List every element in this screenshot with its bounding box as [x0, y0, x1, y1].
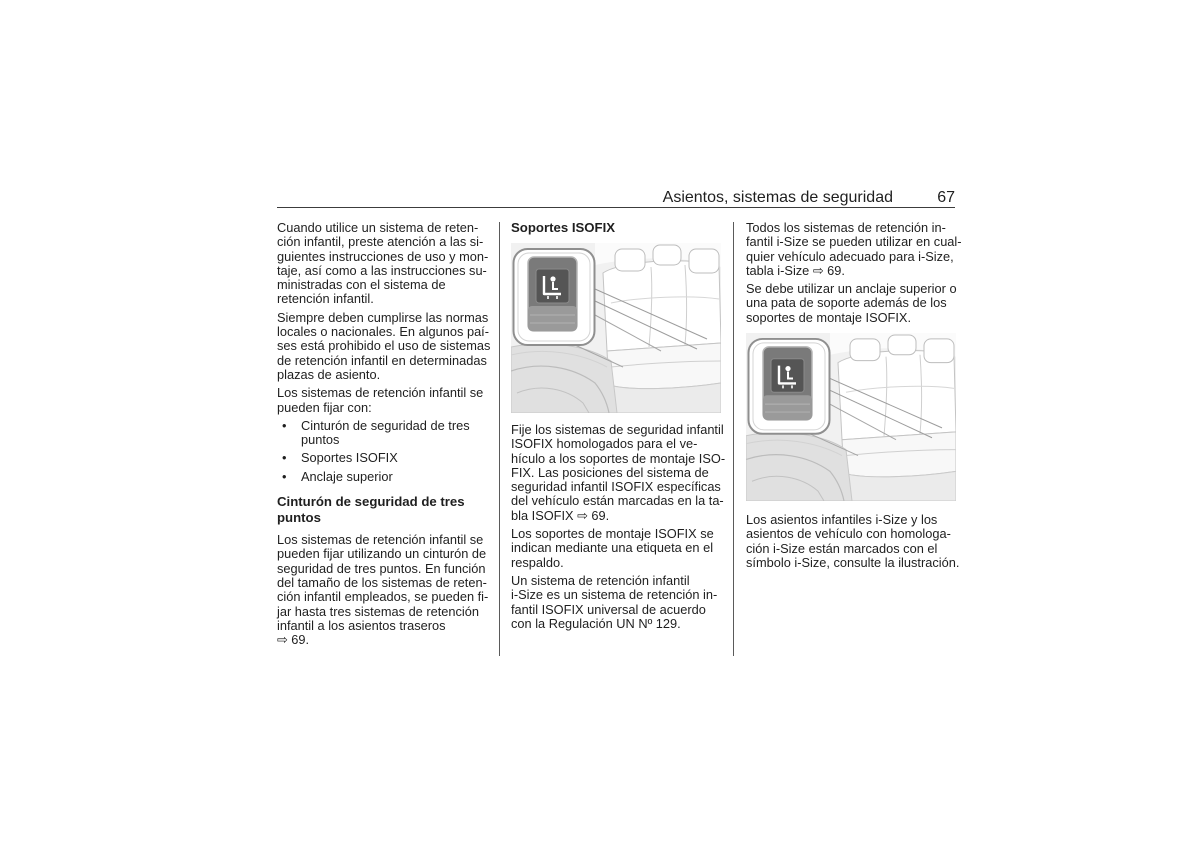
- text-line: ses está prohibido el uso de sistemas: [277, 338, 491, 354]
- mounting-options-intro: [277, 386, 489, 415]
- column-divider: [733, 222, 734, 656]
- text-line: seguridad infantil ISOFIX específicas: [511, 479, 721, 495]
- three-point-belt-heading: [277, 494, 489, 526]
- column-right: [746, 220, 962, 574]
- i-size-definition-paragraph: [511, 574, 723, 631]
- text-line: ción infantil empleados, se pueden fi-: [277, 589, 489, 605]
- text-line: infantil a los asientos traseros: [277, 617, 446, 633]
- text-line: hículo a los soportes de montaje ISO-: [511, 450, 726, 466]
- isofix-anchor-illustration: [511, 243, 721, 413]
- intro-paragraph: [277, 221, 489, 307]
- text-line: Fije los sistemas de seguridad infantil: [511, 422, 724, 437]
- three-point-belt-paragraph: [277, 533, 489, 647]
- heading-line: puntos: [277, 510, 321, 526]
- mounting-options-list: [277, 419, 489, 484]
- bullet-item: [277, 451, 489, 465]
- isofix-mounting-paragraph: [511, 422, 726, 523]
- regulations-paragraph: [277, 311, 489, 382]
- bullet-item: [277, 470, 489, 484]
- text-line: tabla i-Size ⇨ 69.: [746, 262, 845, 278]
- text-line: Soportes ISOFIX: [301, 450, 398, 466]
- text-line: de retención infantil en determinadas: [277, 352, 487, 368]
- isofix-label-paragraph: [511, 527, 723, 570]
- text-line: respaldo.: [511, 554, 564, 570]
- bullet-item: [277, 419, 489, 448]
- column-divider: [499, 222, 500, 656]
- i-size-usage-paragraph: [746, 220, 962, 278]
- top-tether-paragraph: [746, 282, 958, 325]
- text-line: Siempre deben cumplirse las normas: [277, 309, 489, 325]
- text-line: símbolo i-Size, consulte la ilustración.: [746, 554, 960, 570]
- text-line: locales o nacionales. En algunos paí-: [277, 324, 489, 340]
- bullet-marker: •: [282, 450, 287, 466]
- text-line: seguridad de tres puntos. En función: [277, 560, 486, 576]
- text-line: fantil ISOFIX universal de acuerdo: [511, 601, 706, 617]
- text-line: del vehículo están marcadas en la ta-: [511, 493, 724, 509]
- i-size-seat-illustration: [746, 333, 956, 501]
- text-line: Los soportes de montaje ISOFIX se: [511, 526, 714, 542]
- header-rule: [277, 207, 955, 208]
- column-middle: [511, 220, 726, 635]
- heading-line: Cinturón de seguridad de tres: [277, 494, 465, 510]
- cross-reference: ⇨ 69.: [277, 632, 310, 648]
- text-line: quier vehículo adecuado para i-Size,: [746, 248, 954, 264]
- text-line: puntos: [301, 432, 340, 448]
- text-line: indican mediante una etiqueta en el: [511, 540, 714, 556]
- text-line: del tamaño de los sistemas de reten-: [277, 574, 487, 590]
- text-line: Los sistemas de retención infantil se: [277, 532, 484, 548]
- i-size-marking-paragraph: [746, 513, 958, 570]
- text-line: Anclaje superior: [301, 468, 393, 484]
- column-left: [277, 221, 489, 651]
- text-line: Los asientos infantiles i-Size y los: [746, 512, 938, 528]
- page-number: 67: [937, 189, 955, 206]
- text-line: pueden fijar utilizando un cinturón de: [277, 546, 487, 562]
- text-line: soportes de montaje ISOFIX.: [746, 309, 912, 325]
- text-line: Se debe utilizar un anclaje superior o: [746, 281, 957, 297]
- text-line: pueden fijar con:: [277, 399, 372, 415]
- text-line: Todos los sistemas de retención in-: [746, 220, 946, 235]
- text-line: jar hasta tres sistemas de retención: [277, 603, 480, 619]
- text-line: asientos de vehículo con homologa-: [746, 526, 951, 542]
- text-line: taje, así como a las instrucciones su-: [277, 262, 487, 278]
- section-title: Asientos, sistemas de seguridad: [662, 189, 893, 206]
- text-line: Un sistema de retención infantil: [511, 572, 690, 588]
- text-line: Cuando utilice un sistema de reten-: [277, 220, 479, 235]
- text-line: ción infantil, preste atención a las si-: [277, 234, 484, 250]
- bullet-marker: •: [282, 417, 287, 433]
- isofix-heading: Soportes ISOFIX: [511, 220, 616, 235]
- text-line: guientes instrucciones de uso y mon-: [277, 248, 489, 264]
- text-line: Los sistemas de retención infantil se: [277, 385, 484, 401]
- bullet-marker: •: [282, 468, 287, 484]
- text-line: Cinturón de seguridad de tres: [301, 417, 470, 433]
- text-line: con la Regulación UN Nº 129.: [511, 615, 681, 631]
- text-line: fantil i-Size se pueden utilizar en cual-: [746, 234, 962, 250]
- text-line: bla ISOFIX ⇨ 69.: [511, 507, 610, 523]
- text-line: ministradas con el sistema de: [277, 277, 446, 293]
- text-line: retención infantil.: [277, 291, 374, 307]
- text-line: i-Size es un sistema de retención in-: [511, 587, 718, 603]
- text-line: FIX. Las posiciones del sistema de: [511, 464, 709, 480]
- text-line: ción i-Size están marcados con el: [746, 540, 938, 556]
- text-line: plazas de asiento.: [277, 366, 381, 382]
- text-line: una pata de soporte además de los: [746, 295, 947, 311]
- text-line: ISOFIX homologados para el ve-: [511, 436, 698, 452]
